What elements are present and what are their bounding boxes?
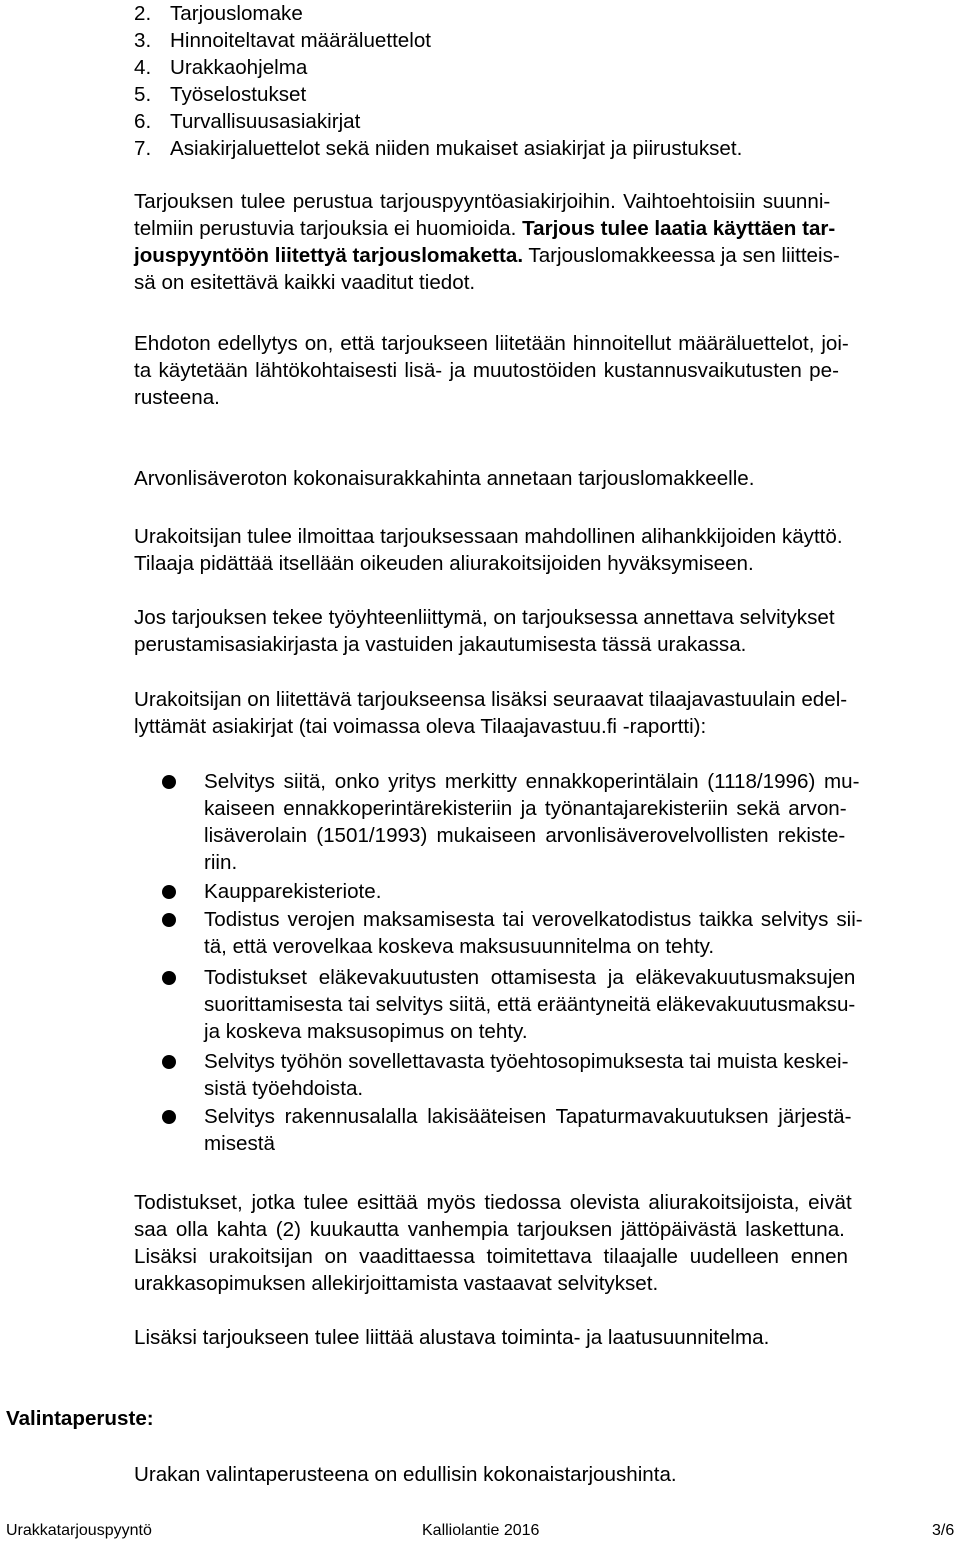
bullet-line: tä, että verovelkaa koskeva maksusuunnitelma on tehty. (204, 935, 715, 958)
paragraph-line: Tarjouksen tulee perustua tarjouspyyntöasiakirjoihin. Vaihtoehtoisiin suunni- (134, 190, 831, 213)
paragraph-line: jouspyyntöön liitettyä tarjouslomaketta. Tarjouslomakkeessa ja sen liitteis- (134, 244, 840, 267)
list-item: 7. Asiakirjaluettelot sekä niiden mukaiset asiakirjat ja piirustukset. (134, 137, 743, 160)
bullet-icon (162, 913, 176, 927)
bullet-line: suorittamisesta tai selvitys siitä, että erääntyneitä eläkevakuutusmaksu- (204, 993, 856, 1016)
section-heading: Valintaperuste: (6, 1407, 154, 1430)
list-item: 2. Tarjouslomake (134, 2, 303, 25)
paragraph-line: ta käytetään lähtökohtaisesti lisä- ja muutostöiden kustannusvaikutusten pe- (134, 359, 839, 382)
paragraph-line: Urakoitsijan tulee ilmoittaa tarjouksessaan mahdollinen alihankkijoiden käyttö. (134, 525, 843, 548)
bullet-icon (162, 971, 176, 985)
bullet-line: sistä työehdoista. (204, 1077, 364, 1100)
paragraph-line: perustamisasiakirjasta ja vastuiden jakautumisesta tässä urakassa. (134, 633, 747, 656)
bullet-icon (162, 885, 176, 899)
paragraph-line: Tilaaja pidättää itsellään oikeuden aliurakoitsijoiden hyväksymiseen. (134, 552, 754, 575)
paragraph-line: Urakoitsijan on liitettävä tarjoukseensa lisäksi seuraavat tilaajavastuulain edel- (134, 688, 848, 711)
bullet-line: Selvitys siitä, onko yritys merkitty ennakkoperintälain (1118/1996) mu- (204, 770, 860, 793)
paragraph-line: Jos tarjouksen tekee työyhteenliittymä, on tarjouksessa annettava selvitykset (134, 606, 835, 629)
bullet-line: lisäverolain (1501/1993) mukaiseen arvonlisäverovelvollisten rekiste- (204, 824, 846, 847)
paragraph-line: Todistukset, jotka tulee esittää myös tiedossa olevista aliurakoitsijoista, eivät (134, 1191, 852, 1214)
list-item: 3. Hinnoiteltavat määräluettelot (134, 29, 432, 52)
list-item: 6. Turvallisuusasiakirjat (134, 110, 361, 133)
numbered-document-list (134, 0, 742, 162)
paragraph-line: telmiin perustuvia tarjouksia ei huomioida. Tarjous tulee laatia käyttäen tar- (134, 217, 836, 240)
paragraph-line: lyttämät asiakirjat (tai voimassa oleva Tilaajavastuu.fi -raportti): (134, 715, 707, 738)
bullet-line: riin. (204, 851, 238, 874)
bold-text: jouspyyntöön liitettyä tarjouslomaketta. (134, 244, 524, 267)
list-item: 5. Työselostukset (134, 83, 307, 106)
bullet-line: Selvitys rakennusalalla lakisääteisen Tapaturmavakuutuksen järjestä- (204, 1105, 852, 1128)
bullet-line: misestä (204, 1132, 275, 1155)
paragraph-line: saa olla kahta (2) kuukautta vanhempia tarjouksen jättöpäivästä laskettuna. (134, 1218, 845, 1241)
bullet-line: ja koskeva maksusopimus on tehty. (204, 1020, 528, 1043)
paragraph-line: Lisäksi tarjoukseen tulee liittää alustava toiminta- ja laatusuunnitelma. (134, 1326, 770, 1349)
footer-page-number: 3/6 (932, 1522, 955, 1539)
paragraph-line: Arvonlisäveroton kokonaisurakkahinta annetaan tarjouslomakkeelle. (134, 467, 755, 490)
paragraph-line: Ehdoton edellytys on, että tarjoukseen liitetään hinnoitellut määräluettelot, joi- (134, 332, 849, 355)
bullet-line: Todistus verojen maksamisesta tai verovelkatodistus taikka selvitys sii- (204, 908, 863, 931)
paragraph-line: urakkasopimuksen allekirjoittamista vastaavat selvitykset. (134, 1272, 659, 1295)
paragraph-line: Urakan valintaperusteena on edullisin kokonaistarjoushinta. (134, 1463, 677, 1486)
bullet-line: Todistukset eläkevakuutusten ottamisesta ja eläkevakuutusmaksujen (204, 966, 856, 989)
paragraph-line: Lisäksi urakoitsijan on vaadittaessa toimitettava tilaajalle uudelleen ennen (134, 1245, 849, 1268)
bullet-line: Selvitys työhön sovellettavasta työehtosopimuksesta tai muista keskei- (204, 1050, 849, 1073)
footer-left: Urakkatarjouspyyntö (6, 1522, 152, 1539)
bullet-line: Kaupparekisteriote. (204, 880, 382, 903)
paragraph-line: rusteena. (134, 386, 220, 409)
bullet-icon (162, 775, 176, 789)
bold-text: Tarjous tulee laatia käyttäen tar- (522, 217, 836, 240)
bullet-icon (162, 1055, 176, 1069)
paragraph-line: sä on esitettävä kaikki vaaditut tiedot. (134, 271, 476, 294)
footer-center: Kalliolantie 2016 (422, 1522, 540, 1539)
list-item: 4. Urakkaohjelma (134, 56, 308, 79)
bullet-icon (162, 1110, 176, 1124)
bullet-line: kaiseen ennakkoperintärekisteriin ja työnantajarekisteriin sekä arvon- (204, 797, 847, 820)
